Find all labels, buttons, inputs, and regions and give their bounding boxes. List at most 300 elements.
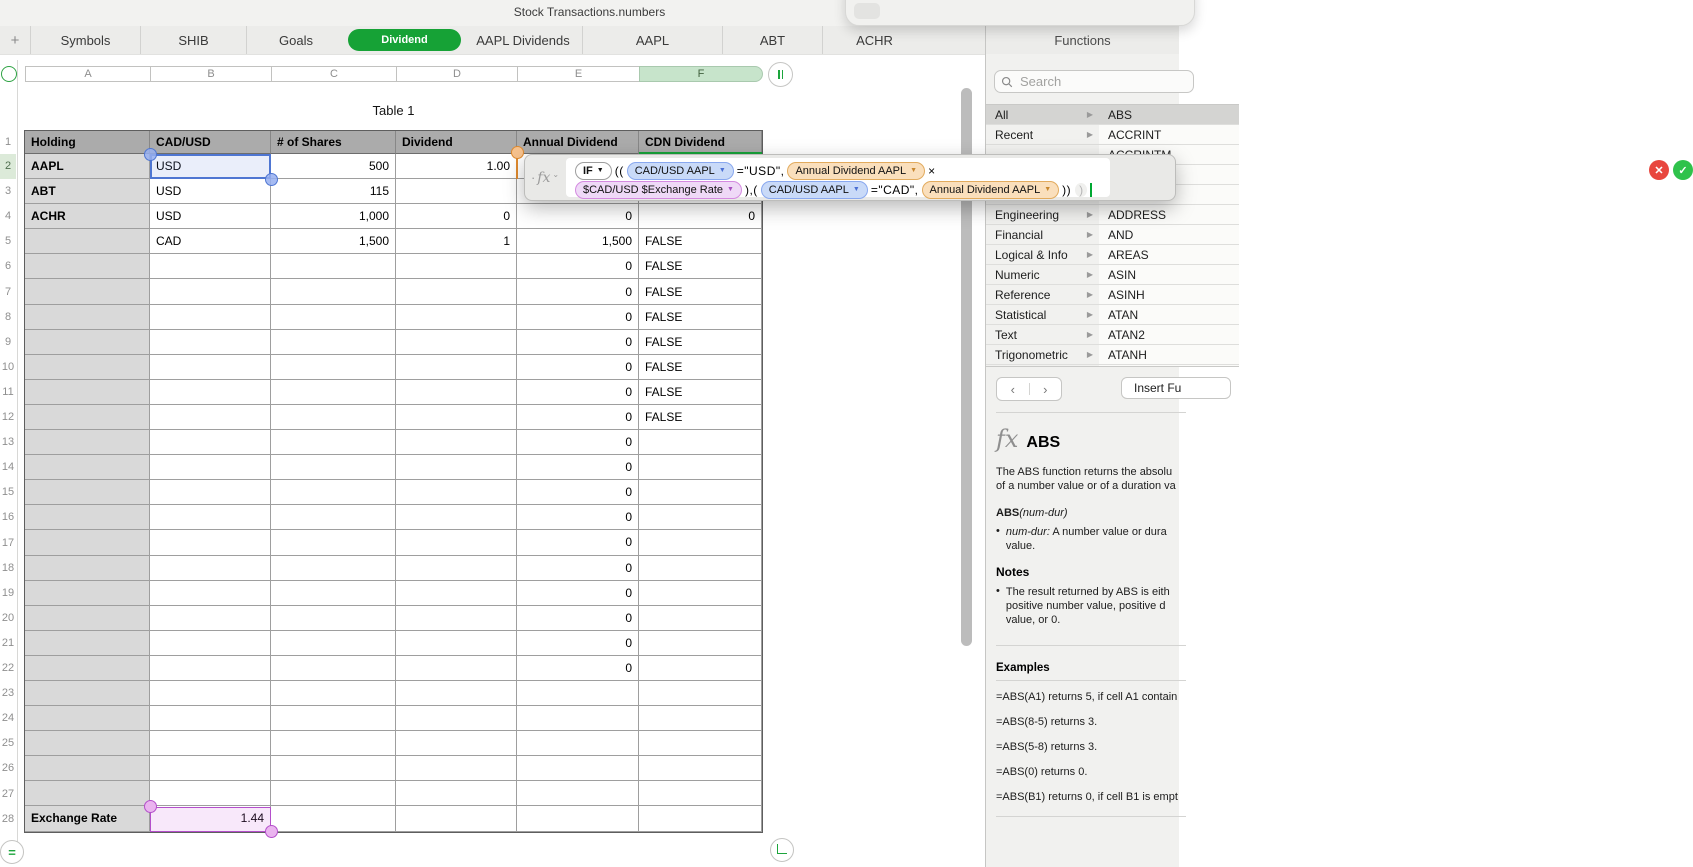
cell-B5[interactable]: CAD (150, 229, 271, 254)
row-number-21[interactable]: 21 (1, 636, 15, 649)
row-number-8[interactable]: 8 (4, 310, 12, 323)
cell-E27[interactable] (517, 781, 639, 806)
cell-E15[interactable]: 0 (517, 480, 639, 505)
cell-C15[interactable] (271, 480, 396, 505)
cell-F7[interactable]: FALSE (639, 279, 762, 304)
cell-D7[interactable] (396, 279, 517, 304)
row-number-9[interactable]: 9 (4, 335, 12, 348)
cell-B27[interactable] (150, 781, 271, 806)
function-asinh[interactable]: ASINH (1099, 285, 1239, 305)
table-title: Table 1 (372, 103, 415, 118)
formula-ref-token-orange[interactable]: Annual Dividend AAPL ▼ (787, 162, 925, 180)
cell-B26[interactable] (150, 756, 271, 781)
cell-B15[interactable] (150, 480, 271, 505)
row-number-5[interactable]: 5 (4, 235, 12, 248)
cell-A28[interactable]: Exchange Rate (25, 806, 150, 831)
example-line: =ABS(5-8) returns 3. (996, 741, 1098, 753)
formula-operator: )) (1062, 182, 1072, 197)
cell-B13[interactable] (150, 430, 271, 455)
tab-symbols[interactable]: Symbols (30, 26, 140, 54)
formula-editor[interactable] (524, 154, 1688, 201)
cell-C16[interactable] (271, 505, 396, 530)
cell-F22[interactable] (639, 656, 762, 681)
formula-line-1 (574, 161, 1102, 180)
formula-field[interactable] (566, 158, 1110, 197)
column-header-c[interactable]: C (271, 66, 397, 82)
cell-D19[interactable] (396, 581, 517, 606)
text-cursor (1090, 183, 1092, 197)
doc-header (996, 425, 1226, 453)
cell-E23[interactable] (517, 681, 639, 706)
function-accrint[interactable]: ACCRINT (1099, 125, 1239, 145)
cell-B4[interactable]: USD (150, 204, 271, 229)
divider (996, 645, 1186, 646)
cell-C25[interactable] (271, 731, 396, 756)
cell-E20[interactable]: 0 (517, 606, 639, 631)
disclosure-arrow-icon: ▶ (1086, 130, 1093, 139)
cell-F24[interactable] (639, 706, 762, 731)
category-financial[interactable]: Financial ▶ (986, 225, 1099, 245)
cell-F18[interactable] (639, 556, 762, 581)
row-number-26[interactable]: 26 (1, 762, 15, 775)
cell-E17[interactable]: 0 (517, 530, 639, 555)
sidebar-title: Functions (986, 26, 1179, 55)
cell-C6[interactable] (271, 254, 396, 279)
cell-A9[interactable] (25, 330, 150, 355)
cell-B28[interactable]: 1.44 (150, 806, 271, 831)
category-numeric[interactable]: Numeric ▶ (986, 265, 1099, 285)
row-number-19[interactable]: 19 (1, 586, 15, 599)
cell-E28[interactable] (517, 806, 639, 831)
cell-D21[interactable] (396, 631, 517, 656)
cell-C7[interactable] (271, 279, 396, 304)
row-number-17[interactable]: 17 (1, 536, 15, 549)
cell-A26[interactable] (25, 756, 150, 781)
cell-F26[interactable] (639, 756, 762, 781)
tab-aapl[interactable]: AAPL (582, 26, 722, 54)
function-and[interactable]: AND (1099, 225, 1239, 245)
formula-ref-token-blue[interactable]: CAD/USD AAPL ▼ (761, 181, 868, 199)
cell-A12[interactable] (25, 405, 150, 430)
cell-A4[interactable]: ACHR (25, 204, 150, 229)
notes-title: Notes (996, 565, 1030, 579)
cell-A15[interactable] (25, 480, 150, 505)
notes-item: • The result returned by ABS is eith positive number value, positive d value, or 0. (996, 585, 1170, 626)
cell-A17[interactable] (25, 530, 150, 555)
cell-F27[interactable] (639, 781, 762, 806)
search-input[interactable] (1018, 73, 1172, 90)
cell-D25[interactable] (396, 731, 517, 756)
cell-D5[interactable]: 1 (396, 229, 517, 254)
cell-F15[interactable] (639, 480, 762, 505)
accept-formula-button[interactable]: ✓ (1673, 160, 1693, 180)
function-address[interactable]: ADDRESS (1099, 205, 1239, 225)
cell-F17[interactable] (639, 530, 762, 555)
cell-C8[interactable] (271, 305, 396, 330)
category-list (986, 105, 1100, 366)
formula-ghost-paren: ) (1075, 183, 1087, 197)
row-number-6[interactable]: 6 (4, 260, 12, 273)
row-number-13[interactable]: 13 (1, 436, 15, 449)
cell-B22[interactable] (150, 656, 271, 681)
category-recent[interactable]: Recent ▶ (986, 125, 1099, 145)
cell-A11[interactable] (25, 380, 150, 405)
pager-back-icon[interactable]: ‹ (1010, 381, 1015, 397)
cell-E19[interactable]: 0 (517, 581, 639, 606)
cell-D18[interactable] (396, 556, 517, 581)
cell-F16[interactable] (639, 505, 762, 530)
row-number-20[interactable]: 20 (1, 611, 15, 624)
formula-operator: ="USD", (736, 163, 785, 178)
row-number-22[interactable]: 22 (1, 662, 15, 674)
row-number-14[interactable]: 14 (1, 461, 15, 474)
category-engineering[interactable]: Engineering ▶ (986, 205, 1099, 225)
cell-C3[interactable]: 115 (271, 179, 396, 204)
cell-E26[interactable] (517, 756, 639, 781)
add-column-handle[interactable] (768, 62, 793, 87)
row-number-3[interactable]: 3 (4, 185, 12, 198)
cell-C21[interactable] (271, 631, 396, 656)
cell-B17[interactable] (150, 530, 271, 555)
cell-F5[interactable]: FALSE (639, 229, 762, 254)
cell-D13[interactable] (396, 430, 517, 455)
disclosure-arrow-icon: ▶ (1086, 290, 1093, 299)
cell-F20[interactable] (639, 606, 762, 631)
cell-C2[interactable]: 500 (271, 154, 396, 179)
cell-B20[interactable] (150, 606, 271, 631)
tab-aapl-dividends[interactable]: AAPL Dividends (476, 32, 570, 48)
document-title: Stock Transactions.numbers (513, 5, 666, 19)
function-search-box[interactable] (994, 70, 1194, 93)
tab-abt[interactable]: ABT (722, 26, 822, 54)
cell-B7[interactable] (150, 279, 271, 304)
cell-F23[interactable] (639, 681, 762, 706)
cell-C9[interactable] (271, 330, 396, 355)
cell-D14[interactable] (396, 455, 517, 480)
cell-B9[interactable] (150, 330, 271, 355)
cell-F11[interactable]: FALSE (639, 380, 762, 405)
row-number-11[interactable]: 11 (2, 385, 14, 398)
cell-E4[interactable]: 0 (517, 204, 639, 229)
cell-E25[interactable] (517, 731, 639, 756)
cell-F19[interactable] (639, 581, 762, 606)
divider (0, 54, 985, 55)
cell-F9[interactable]: FALSE (639, 330, 762, 355)
column-header-e[interactable]: E (517, 66, 640, 82)
cell-C20[interactable] (271, 606, 396, 631)
function-atan2[interactable]: ATAN2 (1099, 325, 1239, 345)
cell-B8[interactable] (150, 305, 271, 330)
cell-C13[interactable] (271, 430, 396, 455)
cell-C27[interactable] (271, 781, 396, 806)
formula-operator: ),( (744, 182, 758, 197)
example-line: =ABS(0) returns 0. (996, 766, 1088, 778)
function-areas[interactable]: AREAS (1099, 245, 1239, 265)
cell-B1[interactable]: CAD/USD (150, 131, 271, 154)
cell-F10[interactable]: FALSE (639, 355, 762, 380)
formula-operator: × (928, 163, 936, 178)
cell-A22[interactable] (25, 656, 150, 681)
cell-C14[interactable] (271, 455, 396, 480)
cell-D17[interactable] (396, 530, 517, 555)
cell-D15[interactable] (396, 480, 517, 505)
cell-A16[interactable] (25, 505, 150, 530)
cell-B2[interactable]: USD (150, 154, 271, 179)
cell-E18[interactable]: 0 (517, 556, 639, 581)
category-text[interactable]: Text ▶ (986, 325, 1099, 345)
disclosure-arrow-icon: ▶ (1086, 350, 1093, 359)
cell-B3[interactable]: USD (150, 179, 271, 204)
sheet-tabs (30, 26, 926, 54)
cell-F4[interactable]: 0 (639, 204, 762, 229)
example-line: =ABS(8-5) returns 3. (996, 716, 1098, 728)
cell-D12[interactable] (396, 405, 517, 430)
category-logical-info[interactable]: Logical & Info ▶ (986, 245, 1099, 265)
search-icon (1001, 76, 1013, 88)
cell-C1[interactable]: # of Shares (271, 131, 396, 154)
cell-D9[interactable] (396, 330, 517, 355)
cell-C12[interactable] (271, 405, 396, 430)
cell-F1[interactable]: CDN Dividend (639, 131, 762, 154)
cell-A7[interactable] (25, 279, 150, 304)
row-number-27[interactable]: 27 (1, 787, 15, 800)
function-browser (986, 104, 1239, 367)
cell-F6[interactable]: FALSE (639, 254, 762, 279)
popover-chip (854, 3, 880, 19)
column-header-d[interactable]: D (396, 66, 518, 82)
cell-A13[interactable] (25, 430, 150, 455)
cell-F14[interactable] (639, 455, 762, 480)
row-number-24[interactable]: 24 (1, 712, 15, 725)
spreadsheet-table (24, 130, 763, 833)
cell-F13[interactable] (639, 430, 762, 455)
cell-E24[interactable] (517, 706, 639, 731)
cell-B6[interactable] (150, 254, 271, 279)
category-all[interactable]: All ▶ (986, 105, 1099, 125)
tab-dividend[interactable]: Dividend (345, 26, 464, 54)
formula-operator: (( (614, 163, 624, 178)
cell-C10[interactable] (271, 355, 396, 380)
cell-A20[interactable] (25, 606, 150, 631)
cell-D10[interactable] (396, 355, 517, 380)
cell-E11[interactable]: 0 (517, 380, 639, 405)
cell-D23[interactable] (396, 681, 517, 706)
cell-E21[interactable]: 0 (517, 631, 639, 656)
row-number-23[interactable]: 23 (1, 687, 15, 700)
column-header-b[interactable]: B (150, 66, 272, 82)
column-header-a[interactable]: A (25, 66, 151, 82)
category-reference[interactable]: Reference ▶ (986, 285, 1099, 305)
fx-menu[interactable] (525, 155, 565, 200)
cell-A3[interactable]: ABT (25, 179, 150, 204)
row-number-1[interactable]: 1 (4, 136, 12, 148)
cell-F8[interactable]: FALSE (639, 305, 762, 330)
cell-A1[interactable]: Holding (25, 131, 150, 154)
category-trigonometric[interactable]: Trigonometric ▶ (986, 345, 1099, 365)
cell-B10[interactable] (150, 355, 271, 380)
fx-icon: fx (996, 425, 1019, 453)
cell-D1[interactable]: Dividend (396, 131, 517, 154)
chevron-down-icon: ⌄ (552, 170, 560, 179)
insert-function-button[interactable]: Insert Fu (1121, 377, 1231, 399)
cell-E12[interactable]: 0 (517, 405, 639, 430)
cell-A18[interactable] (25, 556, 150, 581)
cell-D8[interactable] (396, 305, 517, 330)
disclosure-arrow-icon: ▶ (1086, 210, 1093, 219)
function-signature: ABS(num-dur) (996, 507, 1068, 519)
divider (996, 412, 1186, 413)
formula-ref-token-blue[interactable]: CAD/USD AAPL ▼ (627, 162, 734, 180)
cell-A25[interactable] (25, 731, 150, 756)
cell-F12[interactable]: FALSE (639, 405, 762, 430)
row-number-28[interactable]: 28 (1, 812, 15, 825)
cell-E6[interactable]: 0 (517, 254, 639, 279)
cell-A21[interactable] (25, 631, 150, 656)
cell-C5[interactable]: 1,500 (271, 229, 396, 254)
row-number-2[interactable]: 2 (0, 154, 16, 179)
cell-A23[interactable] (25, 681, 150, 706)
cell-B21[interactable] (150, 631, 271, 656)
cell-C22[interactable] (271, 656, 396, 681)
cell-C24[interactable] (271, 706, 396, 731)
quick-calc-button[interactable]: = (0, 840, 24, 864)
cell-A2[interactable]: AAPL (25, 154, 150, 179)
disclosure-arrow-icon: ▶ (1086, 230, 1093, 239)
cell-B12[interactable] (150, 405, 271, 430)
row-number-7[interactable]: 7 (4, 285, 12, 298)
cell-A27[interactable] (25, 781, 150, 806)
examples-title: Examples (996, 662, 1050, 674)
tab-achr[interactable]: ACHR (822, 26, 926, 54)
function-atan[interactable]: ATAN (1099, 305, 1239, 325)
add-sheet-button[interactable]: + (10, 31, 20, 49)
tab-shib[interactable]: SHIB (140, 26, 246, 54)
function-asin[interactable]: ASIN (1099, 265, 1239, 285)
table-resize-handle[interactable] (770, 838, 794, 862)
cell-C19[interactable] (271, 581, 396, 606)
cancel-formula-button[interactable]: ✕ (1649, 160, 1669, 180)
history-pager[interactable] (996, 377, 1062, 401)
cell-D6[interactable] (396, 254, 517, 279)
floating-popover (845, 0, 1195, 26)
cell-E13[interactable]: 0 (517, 430, 639, 455)
doc-description: The ABS function returns the absolu (996, 466, 1173, 478)
cell-A19[interactable] (25, 581, 150, 606)
formula-line-2 (574, 180, 1102, 199)
row-gutter-divider (17, 60, 18, 860)
row-number-4[interactable]: 4 (4, 210, 12, 223)
function-atanh[interactable]: ATANH (1099, 345, 1239, 365)
cell-D27[interactable] (396, 781, 517, 806)
row-number-12[interactable]: 12 (1, 411, 15, 423)
cell-C4[interactable]: 1,000 (271, 204, 396, 229)
cell-D26[interactable] (396, 756, 517, 781)
formula-operator: ="CAD", (870, 182, 919, 197)
cell-C17[interactable] (271, 530, 396, 555)
cell-B16[interactable] (150, 505, 271, 530)
cell-B19[interactable] (150, 581, 271, 606)
cell-F25[interactable] (639, 731, 762, 756)
table-corner-handle[interactable] (1, 66, 17, 82)
parameter-item: • num-dur: A number value or dura value. (996, 525, 1167, 552)
cell-D22[interactable] (396, 656, 517, 681)
disclosure-arrow-icon: ▶ (1086, 310, 1093, 319)
cell-A10[interactable] (25, 355, 150, 380)
cell-E8[interactable]: 0 (517, 305, 639, 330)
cell-D11[interactable] (396, 380, 517, 405)
cell-C26[interactable] (271, 756, 396, 781)
cell-D3[interactable] (396, 179, 517, 204)
divider (996, 816, 1186, 817)
cell-E7[interactable]: 0 (517, 279, 639, 304)
row-number-18[interactable]: 18 (1, 561, 15, 574)
cell-B14[interactable] (150, 455, 271, 480)
cell-E16[interactable]: 0 (517, 505, 639, 530)
example-line: =ABS(A1) returns 5, if cell A1 contain (996, 691, 1178, 703)
cell-B11[interactable] (150, 380, 271, 405)
cell-E5[interactable]: 1,500 (517, 229, 639, 254)
row-number-16[interactable]: 16 (1, 511, 15, 524)
column-header-f[interactable]: F (639, 66, 763, 82)
row-number-25[interactable]: 25 (1, 737, 15, 750)
cell-D4[interactable]: 0 (396, 204, 517, 229)
cell-A14[interactable] (25, 455, 150, 480)
cell-D2[interactable]: 1.00 (396, 154, 517, 179)
row-number-10[interactable]: 10 (1, 360, 15, 373)
formula-ref-token-orange[interactable]: Annual Dividend AAPL ▼ (922, 181, 1060, 199)
cell-C11[interactable] (271, 380, 396, 405)
cell-D16[interactable] (396, 505, 517, 530)
tab-goals[interactable]: Goals (246, 26, 345, 54)
cell-A24[interactable] (25, 706, 150, 731)
cell-A6[interactable] (25, 254, 150, 279)
row-number-15[interactable]: 15 (1, 486, 15, 499)
function-documentation: fx ABS The ABS function returns the absolu of a number value or of a duration va ABS(num-dur) • num-dur: A number value or dura value. Notes • The result returned by ABS is eith positive number value, positive d value, or 0. Examples =ABS(A1) returns 5, if cell A1 contain =ABS(8-5) returns 3. =ABS(5-8) returns 3. =ABS(0) returns 0. =ABS(B1) returns 0, if cell B1 is empt (996, 412, 1226, 829)
fx-icon: fx (537, 169, 551, 186)
cell-E1[interactable]: Annual Dividend (517, 131, 639, 154)
disclosure-arrow-icon: ▶ (1086, 270, 1093, 279)
cell-E22[interactable]: 0 (517, 656, 639, 681)
example-line: =ABS(B1) returns 0, if cell B1 is empt (996, 791, 1178, 803)
pager-forward-icon[interactable]: › (1043, 381, 1048, 397)
cell-E10[interactable]: 0 (517, 355, 639, 380)
formula-function-token[interactable]: IF ▼ (575, 162, 612, 180)
function-abs[interactable]: ABS (1099, 105, 1239, 125)
cell-B18[interactable] (150, 556, 271, 581)
dot-icon: · (530, 170, 536, 185)
cell-E14[interactable]: 0 (517, 455, 639, 480)
cell-E9[interactable]: 0 (517, 330, 639, 355)
cell-B25[interactable] (150, 731, 271, 756)
disclosure-arrow-icon: ▶ (1086, 250, 1093, 259)
cell-D24[interactable] (396, 706, 517, 731)
cell-D20[interactable] (396, 606, 517, 631)
cell-B23[interactable] (150, 681, 271, 706)
category-statistical[interactable]: Statistical ▶ (986, 305, 1099, 325)
cell-D28[interactable] (396, 806, 517, 831)
cell-F21[interactable] (639, 631, 762, 656)
cell-B24[interactable] (150, 706, 271, 731)
cell-C23[interactable] (271, 681, 396, 706)
cell-C28[interactable] (271, 806, 396, 831)
cell-C18[interactable] (271, 556, 396, 581)
cell-A5[interactable] (25, 229, 150, 254)
disclosure-arrow-icon: ▶ (1086, 330, 1093, 339)
cell-F28[interactable] (639, 806, 762, 831)
cell-A8[interactable] (25, 305, 150, 330)
divider (996, 680, 1186, 681)
formula-ref-token-purple[interactable]: $CAD/USD $Exchange Rate ▼ (575, 181, 742, 199)
